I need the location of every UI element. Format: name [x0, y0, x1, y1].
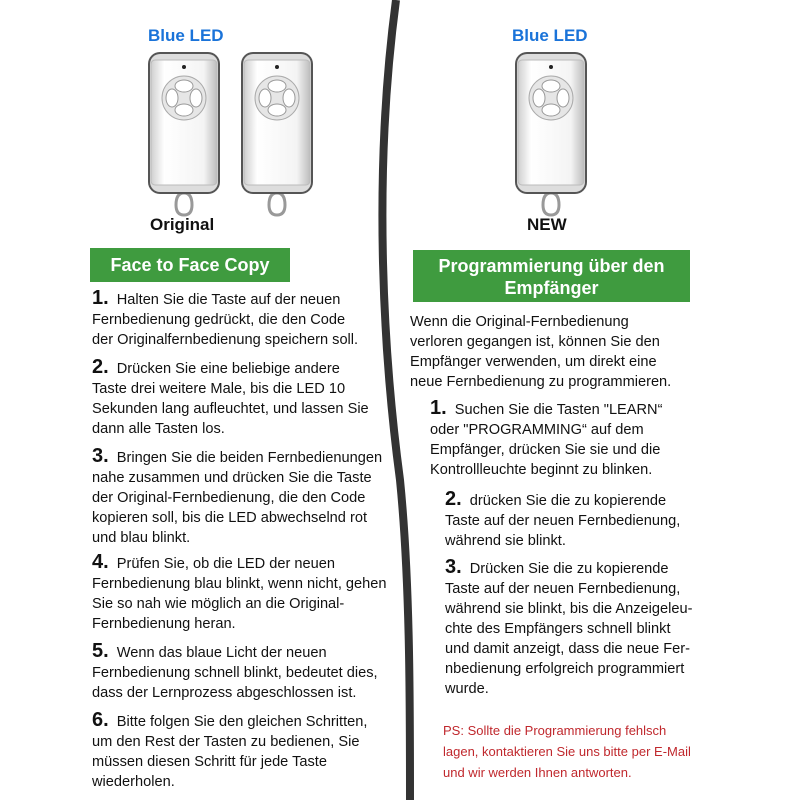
right-step-2 [445, 489, 680, 551]
step-text: Drücken Sie die zu kopierende Taste auf der neuen Fernbedienung, während sie blinkt, bis die Anzeigeleu- chte des Empfängers schnell blinkt und damit anzeigt, dass die neue Fer- nbedienung erfolgreich programmiert wurde. [445, 561, 693, 697]
step-text: Bringen Sie die beiden Fernbedienungen nahe zusammen und drücken Sie die Taste der Original-Fernbedienung, die den Code kopieren soll, bis die LED abwechselnd rot und blau blinkt. [92, 450, 383, 546]
right-step-3 [445, 557, 692, 699]
new-remote-image [514, 48, 588, 218]
copy-remote-image [240, 48, 314, 218]
remote-control-icon [514, 48, 588, 218]
original-caption: Original [150, 215, 215, 234]
step-number: 5. [92, 640, 109, 662]
contact-note: PS: Sollte die Programmierung fehlsch lagen, kontaktieren Sie uns bitte per E-Mail und wir werden Ihnen antworten. [443, 723, 691, 780]
step-number: 3. [445, 556, 462, 578]
left-step-3 [92, 446, 382, 548]
step-text: Halten Sie die Taste auf der neuen Fernbedienung gedrückt, die den Code der Originalfernbedienung speichern soll. [92, 292, 359, 348]
right-step-1 [430, 398, 662, 480]
step-number: 1. [92, 287, 109, 309]
step-text: Suchen Sie die Tasten "LEARN“ oder "PROGRAMMING“ auf dem Empfänger, drücken Sie sie und die Kontrollleuchte beginnt zu blinken. [430, 402, 663, 478]
step-text: drücken Sie die zu kopierende Taste auf der neuen Fernbedienung, während sie blinkt. [445, 493, 681, 549]
left-led-label: Blue LED [148, 26, 224, 45]
right-led-label: Blue LED [512, 26, 588, 45]
step-text: Wenn das blaue Licht der neuen Fernbedienung schnell blinkt, bedeutet dies, dass der Lernprozess abgeschlossen ist. [92, 645, 378, 701]
left-step-2 [92, 357, 369, 439]
step-number: 4. [92, 551, 109, 573]
left-step-6 [92, 710, 367, 792]
step-number: 2. [92, 356, 109, 378]
left-step-5 [92, 641, 378, 703]
remote-control-icon [240, 48, 314, 218]
face-to-face-title: Face to Face Copy [90, 248, 290, 282]
step-number: 6. [92, 709, 109, 731]
right-intro: Wenn die Original-Fernbedienung verloren gegangen ist, können Sie den Empfänger verwenden, um direkt eine neue Fernbedienung zu programmieren. [410, 314, 672, 390]
remote-control-icon [147, 48, 221, 218]
left-step-1 [92, 288, 358, 350]
step-number: 2. [445, 488, 462, 510]
step-number: 3. [92, 445, 109, 467]
receiver-programming-title: Programmierung über den Empfänger [413, 250, 690, 302]
step-text: Bitte folgen Sie den gleichen Schritten, um den Rest der Tasten zu bedienen, Sie müssen diesen Schritt für jede Taste wiederholen. [92, 714, 368, 790]
step-text: Prüfen Sie, ob die LED der neuen Fernbedienung blau blinkt, wenn nicht, gehen Sie so nah wie möglich an die Original- Fernbedienung heran. [92, 556, 387, 632]
original-remote-image [147, 48, 221, 218]
left-step-4 [92, 552, 387, 634]
step-number: 1. [430, 397, 447, 419]
new-caption: NEW [527, 215, 567, 234]
step-text: Drücken Sie eine beliebige andere Taste drei weitere Male, bis die LED 10 Sekunden lang aufleuchtet, und lassen Sie dann alle Tasten los. [92, 361, 369, 437]
